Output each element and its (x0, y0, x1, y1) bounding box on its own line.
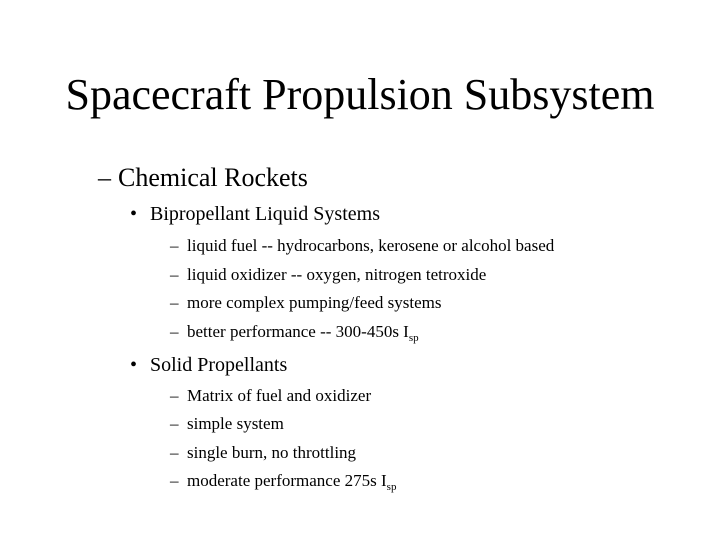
dash-marker: – (170, 443, 179, 462)
bullet-marker: • (130, 203, 138, 225)
list-item (170, 292, 441, 313)
section-heading (98, 163, 308, 193)
list-item-text: liquid oxidizer -- oxygen, nitrogen tetroxide (187, 265, 487, 284)
list-item-text: Matrix of fuel and oxidizer (187, 386, 372, 405)
list-item (170, 413, 284, 434)
list-item-main-text: better performance -- 300-450s I (187, 322, 409, 341)
section-label: Chemical Rockets (118, 163, 308, 192)
list-item (170, 470, 396, 491)
dash-marker: – (170, 471, 179, 490)
list-item-text (187, 470, 396, 491)
bullet-bipropellant (130, 202, 380, 226)
bullet-label: Solid Propellants (150, 354, 288, 376)
bullet-label: Bipropellant Liquid Systems (150, 203, 380, 225)
bullet-solid-propellants (130, 353, 287, 377)
list-item (170, 321, 419, 342)
slide-title: Spacecraft Propulsion Subsystem (65, 70, 655, 119)
subscript-sp: sp (386, 481, 397, 493)
subscript-sp: sp (408, 332, 419, 344)
list-item-text: liquid fuel -- hydrocarbons, kerosene or alcohol based (187, 236, 555, 255)
dash-marker: – (170, 265, 179, 284)
dash-marker: – (170, 414, 179, 433)
list-item-main-text: moderate performance 275s I (187, 471, 387, 490)
dash-marker: – (98, 163, 111, 192)
dash-marker: – (170, 386, 179, 405)
bullet-marker: • (130, 354, 138, 376)
list-item (170, 264, 486, 285)
dash-marker: – (170, 322, 179, 341)
list-item-text (187, 321, 419, 342)
dash-marker: – (170, 236, 179, 255)
list-item (170, 235, 554, 256)
list-item-text: simple system (187, 414, 284, 433)
list-item-text: more complex pumping/feed systems (187, 293, 442, 312)
dash-marker: – (170, 293, 179, 312)
list-item (170, 442, 356, 463)
list-item-text: single burn, no throttling (187, 443, 357, 462)
list-item (170, 385, 371, 406)
